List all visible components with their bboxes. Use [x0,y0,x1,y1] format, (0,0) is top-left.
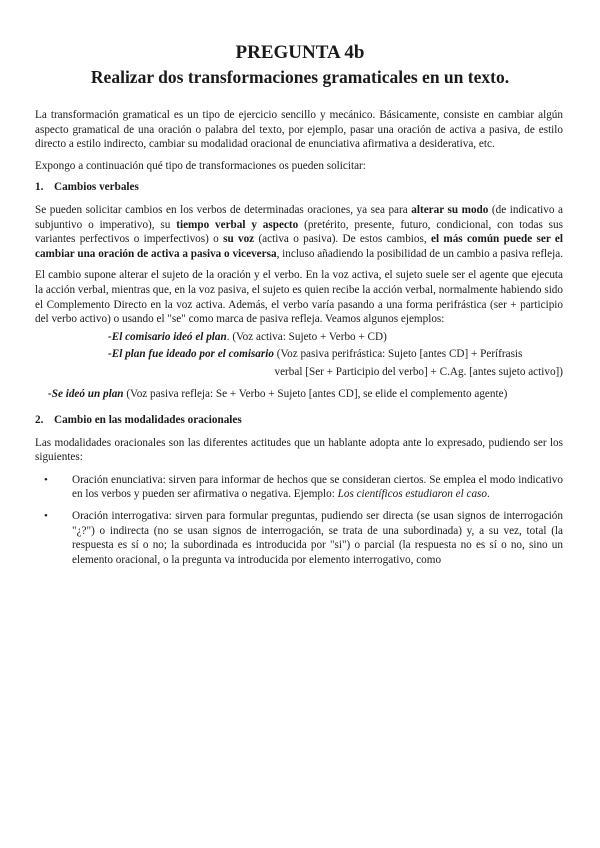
text-run: (activa o pasiva). De estos cambios, [254,233,431,246]
example-sentence: -El plan fue ideado por el comisario [108,348,274,361]
example-active [35,330,563,345]
italic-run: Los científicos estudiaron el caso [337,488,487,501]
example-passive [35,347,563,362]
bold-run: tiempo verbal y aspecto [176,218,299,231]
modalities-list [35,473,563,568]
text-run: (pretérito, presente, futuro, condicional, con todas sus variantes perfectivos o imperfectivos) o [35,218,563,246]
section-1-paragraph-1 [35,203,563,261]
example-note: (Voz pasiva perifrástica: Sujeto [antes CD] + Perífrasis [273,348,523,361]
document-body [35,108,563,574]
list-item [35,509,563,567]
example-sentence: -Se ideó un plan [48,387,124,400]
text-run: . [486,488,490,501]
bold-run: alterar su modo [411,203,489,216]
text-run: , incluso añadiendo la posibilidad de un cambio a pasiva refleja. [276,247,563,260]
text-run: Se pueden solicitar cambios en los verbos de determinadas oraciones, ya sea para [35,203,412,216]
section-1-paragraph-2: El cambio supone alterar el sujeto de la oración y el verbo. En la voz activa, el sujeto suele ser el agente que ejecuta la acción verbal, mientras que, en la voz pasiva, el sujeto es quien recibe la acción verbal, normalmente habiendo sido el Complemento Directo en la voz activa. Además, el verbo varía pasando a una forma perifrástica (ser + participio del verbo activo) o usando el "se" como marca de pasiva refleja. Veamos algunos ejemplos: [35,269,563,326]
list-item [35,473,563,502]
section-1-title: Cambios verbales [54,181,139,194]
example-reflexive-passive [35,387,563,402]
section-1-heading [35,180,563,195]
example-note: . (Voz activa: Sujeto + Verbo + CD) [226,330,387,343]
text-run: (de indicativo a subjuntivo o imperativo), su [35,203,563,231]
section-2-title: Cambio en las modalidades oracionales [54,414,242,427]
section-2-intro: Las modalidades oracionales son las diferentes actitudes que un hablante adopta ante lo expresado, pudiendo ser los siguientes: [35,436,563,464]
intro-paragraph: La transformación gramatical es un tipo de ejercicio sencillo y mecánico. Básicamente, consiste en cambiar algún aspecto gramatical de una oración o palabra del texto, por ejemplo, pasar una oración de activa a pasiva, de estilo directo a estilo indirecto, cambiar su modalidad oracional de enunciativa afirmativa a desiderativa, etc. [35,109,563,151]
example-passive-continuation: verbal [Ser + Participio del verbo] + C.Ag. [antes sujeto activo]) [274,365,563,378]
text-run: Oración interrogativa: sirven para formular preguntas, pudiendo ser directa (se usan signos de interrogación "¿?") o indirecta (no se usan signos de interrogación, se trata de una subordinada) y, a su vez, total (la respuesta es sí o no; la subordinada es introducida por "si") o parcial (la respuesta no es sí o no, sino un elemento oracional, o la pregunta va introducida por elemento interrogativo, como [72,510,563,566]
bullet-icon: • [44,510,48,523]
example-note: (Voz pasiva refleja: Se + Verbo + Sujeto [antes CD], se elide el complemento agente) [123,387,508,400]
expongo-paragraph: Expongo a continuación qué tipo de transformaciones os pueden solicitar: [35,159,366,172]
text-run: Oración enunciativa: sirven para informar de hechos que se consideran ciertos. Se emplea el modo indicativo en los verbos y pueden ser afirmativa o negativa. Ejemplo: [72,473,563,501]
bullet-icon: • [44,473,48,486]
section-2-heading [35,413,563,428]
section-2-number: 2. [35,414,44,427]
section-1-number: 1. [35,181,44,194]
page-title: PREGUNTA 4b [235,42,365,63]
bold-run: su voz [223,233,255,246]
example-sentence: -El comisario ideó el plan [108,330,227,343]
page-subtitle: Realizar dos transformaciones gramaticales en un texto. [90,67,510,87]
bold-run: el más común puede ser el cambiar una oración de activa a pasiva o viceversa [35,233,563,260]
